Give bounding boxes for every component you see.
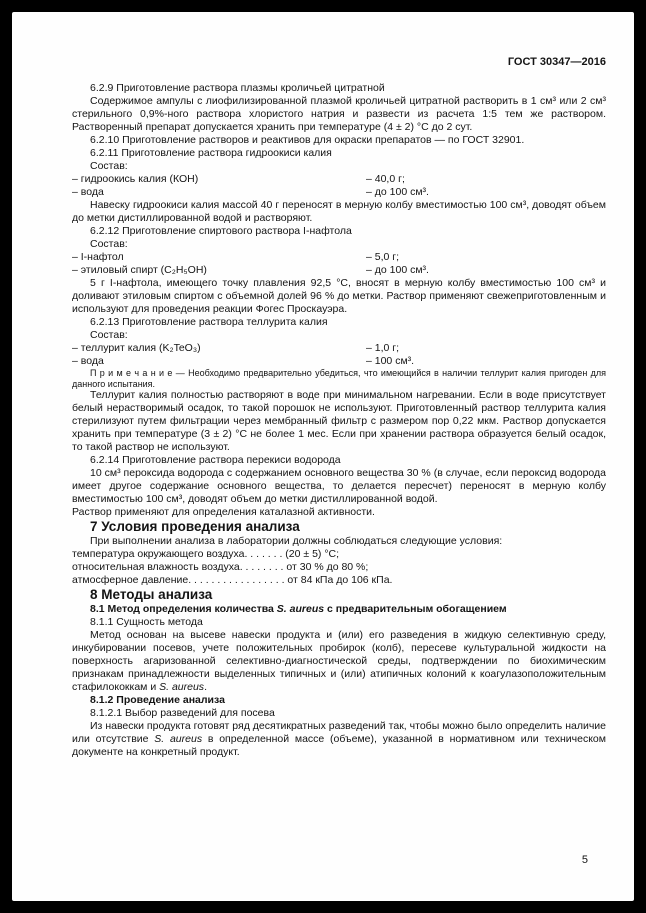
paragraph-text: в определенной массе (объеме), указанной в нормативном или техническом документе на конкретный продукт. [72,733,606,758]
paragraph-text: Из навески продукта готовят ряд десятикратных разведений так, чтобы можно было определить наличие или отсутствие [72,720,606,745]
section-6-2-13-title: 6.2.13 Приготовление раствора теллурита калия [90,316,328,328]
composition-row [72,264,606,277]
composition-label: Состав: [90,329,128,341]
page-number: 5 [581,854,588,866]
condition-line: температура окружающего воздуха. . . . . . . (20 ± 5) °С; [72,548,340,560]
reagent-amount: – 5,0 г; [366,251,400,263]
document-page [12,12,634,901]
composition-row [72,186,606,199]
paragraph-text: . [204,681,207,693]
section-7-intro: При выполнении анализа в лаборатории должны соблюдаться следующие условия: [90,535,503,547]
composition-label: Состав: [90,160,128,172]
section-6-2-14-body-2: Раствор применяют для определения каталазной активности. [72,506,375,518]
composition-row [72,342,606,355]
reagent-amount: – 100 см³. [366,355,415,367]
doc-code-header: ГОСТ 30347—2016 [507,56,606,68]
section-8-1-1-title: 8.1.1 Сущность метода [90,616,203,628]
composition-label: Состав: [90,238,128,250]
section-8-heading: 8 Методы анализа [90,587,213,602]
reagent-amount: – 40,0 г; [366,173,405,185]
reagent-name: – гидроокись калия (КОН) [72,173,199,185]
species-name: S. aureus [276,603,325,615]
section-6-2-9-body: Содержимое ампулы с лиофилизированной плазмой кроличьей цитратной растворить в 1 см³ или 2 см³ стерильного 0,9%-ного раствора хлористого натрия и развести из расчета 1:5 тем же раствором. Растворенный препарат допускается хранить при температуре (4 ± 2) °С до 2 сут. [72,95,606,133]
condition-line: относительная влажность воздуха. . . . . . . . от 30 % до 80 %; [72,561,369,573]
section-6-2-14-title: 6.2.14 Приготовление раствора перекиси водорода [90,454,341,466]
section-6-2-9-title: 6.2.9 Приготовление раствора плазмы кроличьей цитратной [90,82,385,94]
composition-row [72,251,606,264]
reagent-name: – I-нафтол [72,251,124,263]
section-6-2-12-body: 5 г I-нафтола, имеющего точку плавления 92,5 °С, вносят в мерную колбу вместимостью 100 см³ и доливают этиловым спиртом с объемной долей 96 % до метки. Раствор применяют свежеприготовленным и используют для проведения реакции Фогес Проскауэра. [72,277,606,315]
condition-line: атмосферное давление. . . . . . . . . . . . . . . . . от 84 кПа до 106 кПа. [72,574,393,586]
section-6-2-12-title: 6.2.12 Приготовление спиртового раствора I-нафтола [90,225,352,237]
section-8-1-title [72,603,606,616]
species-name: S. aureus [154,733,203,745]
paragraph-text: Метод основан на высеве навески продукта и (или) его разведения в жидкую селективную среду, инкубировании посевов, учете положительных пробирок (колб), пересеве культуральной жидкости на поверхность агаризованной селективно-диагностической среды, подтверждении по биохимическим признакам принадлежности выделенных типичных и (или) атипичных колоний к коагулазоположительным стафилококкам и [72,629,606,693]
section-6-2-14-body: 10 см³ пероксида водорода с содержанием основного вещества 30 % (в случае, если пероксид водорода имеет другое содержание основного вещества, то делается пересчет) переносят в мерную колбу вместимостью 100 см³, доводят объем до метки дистиллированной водой. [72,467,606,505]
title-text: с предварительным обогащением [324,603,507,615]
section-8-1-1-body [72,629,606,694]
species-name: S. aureus [159,681,205,693]
reagent-amount: – 1,0 г; [366,342,400,354]
section-8-1-2-1-title: 8.1.2.1 Выбор разведений для посева [90,707,275,719]
section-6-2-11-title: 6.2.11 Приготовление раствора гидроокиси калия [90,147,332,159]
section-8-1-2-1-body [72,720,606,759]
section-6-2-13-body: Теллурит калия полностью растворяют в воде при минимальном нагревании. Если в воде присутствует белый нерастворимый осадок, то такой порошок не используют. Приготовленный раствор теллурита калия стерилизуют путем фильтрации через мембранный фильтр с размером пор 0,22 мкм. Раствор допускается хранить при температуре (3 ± 2) °С не более 1 мес. Если при хранении раствора образуется белый осадок, то такой раствор не используют. [72,389,606,453]
composition-row [72,173,606,186]
note: П р и м е ч а н и е — Необходимо предварительно убедиться, что имеющийся в наличии теллурит калия пригоден для данного испытания. [72,368,606,389]
section-6-2-10-title: 6.2.10 Приготовление растворов и реактивов для окраски препаратов — по ГОСТ 32901. [90,134,525,146]
reagent-name: – вода [72,186,104,198]
reagent-name: – этиловый спирт (C₂H₅OH) [72,264,207,276]
section-8-1-2-title: 8.1.2 Проведение анализа [90,694,225,706]
section-6-2-11-body: Навеску гидроокиси калия массой 40 г переносят в мерную колбу вместимостью 100 см³, доводят объем до метки дистиллированной водой и растворяют. [72,199,606,224]
reagent-amount: – до 100 см³. [366,186,429,198]
reagent-name: – теллурит калия (K₂TeO₃) [72,342,201,354]
section-7-heading: 7 Условия проведения анализа [90,519,300,534]
title-text: 8.1 Метод определения количества [90,603,277,615]
composition-row [72,355,606,368]
reagent-amount: – до 100 см³. [366,264,429,276]
reagent-name: – вода [72,355,104,367]
